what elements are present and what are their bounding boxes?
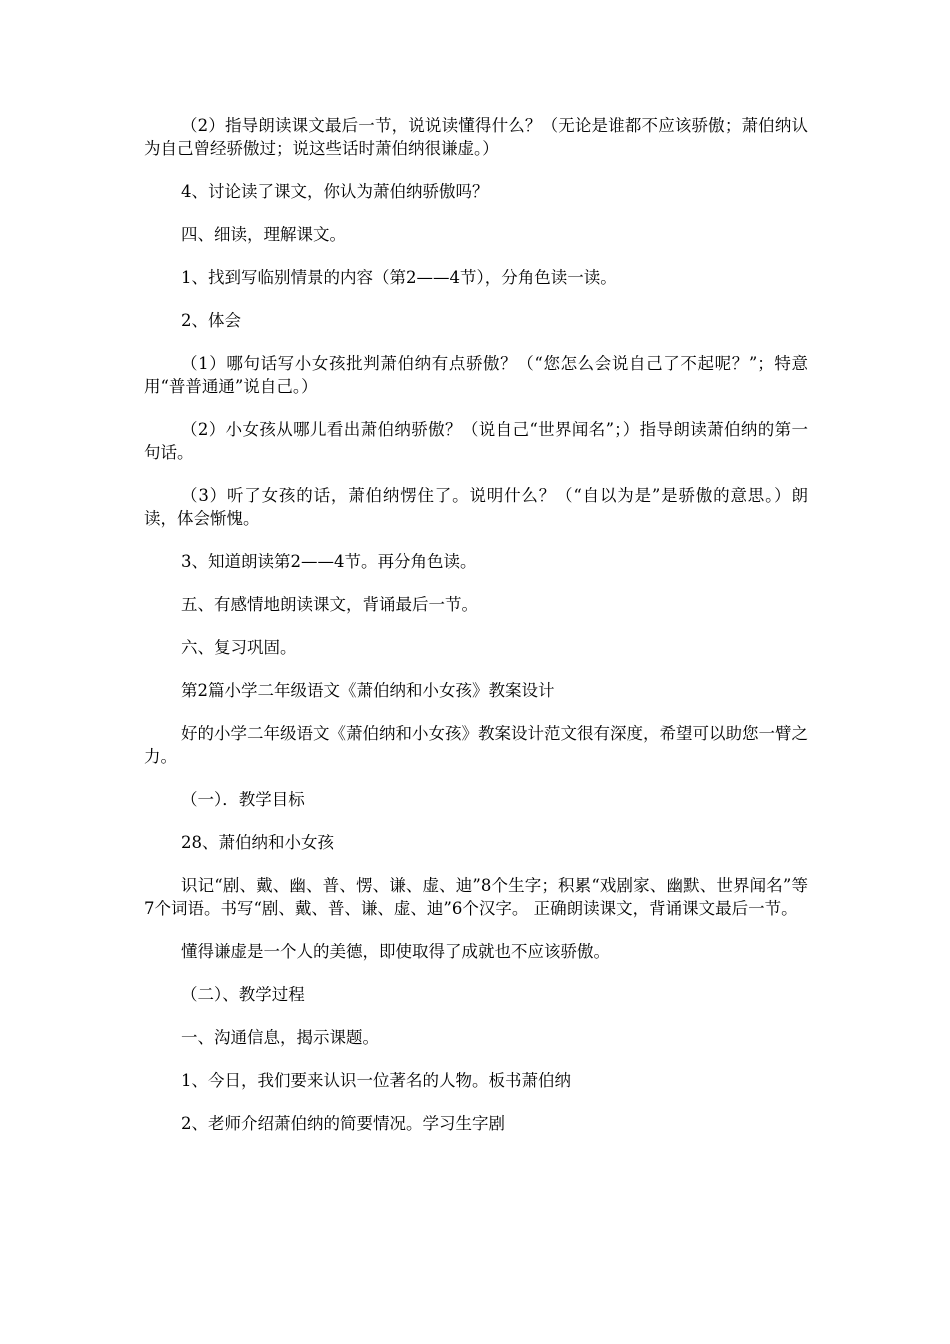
section-teaching-process: （二）、教学过程 xyxy=(181,985,305,1004)
paragraph-9: 3、知道朗读第2——4节。再分角色读。 xyxy=(181,552,477,571)
paragraph-4: 1、找到写临别情景的内容（第2——4节），分角色读一读。 xyxy=(181,268,617,287)
section-heading-1: 一、沟通信息，揭示课题。 xyxy=(181,1028,379,1047)
paragraph-6: （1）哪句话写小女孩批判萧伯纳有点骄傲？（“您怎么会说自己了不起呢？”；特意用“普普通通”说自己。） xyxy=(144,354,808,396)
section-heading-6: 六、复习巩固。 xyxy=(181,638,297,657)
paragraph-7: （2）小女孩从哪儿看出萧伯纳骄傲？（说自己“世界闻名”；）指导朗读萧伯纳的第一句话。 xyxy=(144,420,808,462)
section-teaching-goals: （一）．教学目标 xyxy=(181,790,305,809)
paragraph-goals-1: 识记“剧、戴、幽、普、愣、谦、虚、迪”8个生字；积累“戏剧家、幽默、世界闻名”等7个词语。书写“剧、戴、普、谦、虚、迪”6个汉字。 正确朗读课文，背诵课文最后一节。 xyxy=(144,876,808,918)
article-title: 第2篇小学二年级语文《萧伯纳和小女孩》教案设计 xyxy=(181,681,555,700)
paragraph-intro: 好的小学二年级语文《萧伯纳和小女孩》教案设计范文很有深度，希望可以助您一臂之力。 xyxy=(144,724,808,766)
paragraph-step-2: 2、老师介绍萧伯纳的简要情况。学习生字剧 xyxy=(181,1114,505,1133)
section-heading-4: 四、细读，理解课文。 xyxy=(181,225,346,244)
paragraph-5: 2、体会 xyxy=(181,311,241,330)
paragraph-1: （2）指导朗读课文最后一节，说说读懂得什么？（无论是谁都不应该骄傲；萧伯纳认为自己曾经骄傲过；说这些话时萧伯纳很谦虚。） xyxy=(144,116,808,158)
lesson-title: 28、萧伯纳和小女孩 xyxy=(181,833,334,852)
paragraph-step-1: 1、今日，我们要来认识一位著名的人物。板书萧伯纳 xyxy=(181,1071,571,1090)
paragraph-2: 4、讨论读了课文，你认为萧伯纳骄傲吗？ xyxy=(181,182,489,201)
section-heading-5: 五、有感情地朗读课文，背诵最后一节。 xyxy=(181,595,478,614)
paragraph-8: （3）听了女孩的话，萧伯纳愣住了。说明什么？（“自以为是”是骄傲的意思。）朗读，体会惭愧。 xyxy=(144,486,808,528)
document-body xyxy=(144,114,808,1155)
paragraph-goals-2: 懂得谦虚是一个人的美德，即使取得了成就也不应该骄傲。 xyxy=(181,942,610,961)
